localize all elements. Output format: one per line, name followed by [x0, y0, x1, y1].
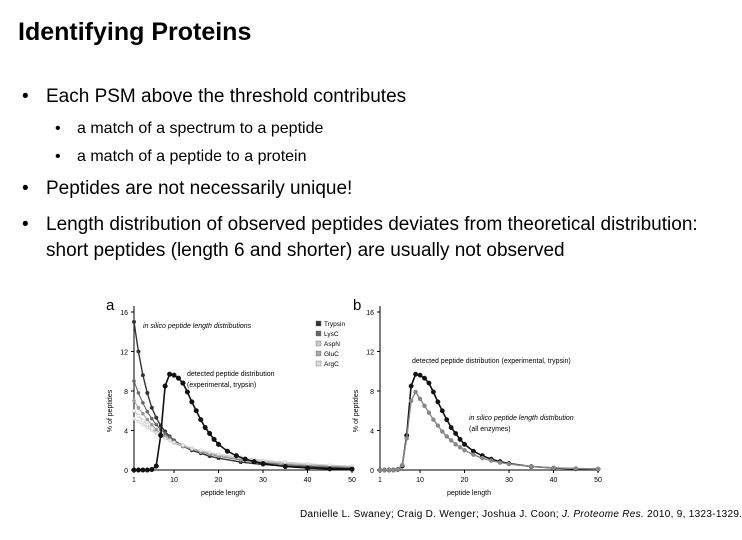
- y-axis-label: % of peptides: [353, 389, 360, 433]
- data-point: [149, 467, 154, 472]
- x-tick-label: 20: [460, 477, 469, 484]
- x-tick-label: 1: [132, 477, 136, 484]
- data-point: [132, 399, 135, 402]
- data-point: [150, 406, 154, 410]
- legend-label: AspN: [324, 341, 340, 348]
- data-point: [400, 463, 404, 467]
- peptide-length-figure: [100, 292, 620, 507]
- data-point: [141, 468, 146, 473]
- y-tick-label: 8: [370, 389, 374, 396]
- x-tick-label: 30: [259, 477, 267, 484]
- data-point: [327, 467, 332, 472]
- x-tick-label: 40: [549, 477, 558, 484]
- data-point: [387, 468, 391, 472]
- data-point: [164, 437, 167, 440]
- data-point: [427, 411, 431, 415]
- x-tick-label: 50: [348, 477, 356, 484]
- y-tick-label: 16: [366, 310, 374, 317]
- bullet-dot: •: [55, 120, 61, 137]
- data-point: [150, 417, 153, 420]
- chart-annotation: (all enzymes): [469, 426, 511, 433]
- data-point: [150, 429, 153, 432]
- data-point: [463, 448, 467, 452]
- data-point: [427, 381, 431, 385]
- data-point: [436, 424, 440, 428]
- data-point: [208, 451, 211, 454]
- data-point: [155, 432, 158, 435]
- legend-swatch: [316, 341, 321, 346]
- data-point: [449, 425, 453, 429]
- x-tick-label: 10: [416, 477, 424, 484]
- data-point: [137, 414, 140, 417]
- data-point: [150, 423, 153, 426]
- bullet-dot: •: [22, 178, 29, 199]
- data-point: [418, 397, 422, 401]
- data-point: [225, 449, 230, 454]
- data-point: [283, 464, 288, 469]
- data-point: [136, 468, 141, 473]
- data-point: [462, 442, 466, 446]
- data-point: [185, 390, 190, 395]
- data-point: [458, 437, 462, 441]
- citation: [300, 509, 742, 520]
- data-point: [190, 400, 195, 405]
- data-point: [137, 391, 140, 394]
- data-point: [141, 419, 144, 422]
- data-point: [284, 461, 287, 464]
- series-line: [380, 374, 598, 470]
- chart-annotation: detected peptide distribution (experimental, trypsin): [412, 358, 571, 365]
- data-point: [414, 390, 418, 394]
- data-point: [155, 423, 158, 426]
- data-point: [132, 468, 137, 473]
- citation-authors: Danielle L. Swaney; Craig D. Wenger; Joshua J. Coon;: [300, 509, 559, 520]
- legend-swatch: [316, 321, 321, 326]
- y-tick-label: 16: [120, 310, 128, 317]
- legend-label: ArgC: [324, 361, 339, 368]
- legend-swatch: [316, 361, 321, 366]
- data-point: [176, 376, 181, 381]
- data-point: [261, 461, 266, 466]
- y-tick-label: 12: [366, 349, 374, 357]
- y-tick-label: 4: [370, 428, 374, 436]
- data-point: [422, 404, 426, 408]
- data-point: [409, 384, 413, 388]
- data-point: [181, 444, 184, 447]
- y-tick-label: 0: [370, 468, 374, 475]
- x-tick-label: 40: [303, 477, 312, 484]
- data-point: [243, 457, 248, 462]
- data-point: [396, 468, 400, 472]
- panel-label: b: [353, 297, 362, 314]
- panel-label: a: [106, 297, 115, 314]
- chart-panel-b: [353, 297, 602, 497]
- data-point: [137, 350, 141, 354]
- chart-annotation: in silico peptide length distributions: [143, 323, 252, 330]
- bullet-text: Each PSM above the threshold contributes: [46, 86, 407, 107]
- data-point: [306, 462, 309, 465]
- data-point: [458, 445, 462, 449]
- data-point: [413, 372, 417, 376]
- data-point: [431, 418, 435, 422]
- data-point: [405, 436, 409, 440]
- data-point: [480, 456, 484, 460]
- data-point: [507, 462, 511, 466]
- x-tick-label: 1: [378, 477, 382, 484]
- data-point: [305, 466, 310, 471]
- data-point: [132, 320, 136, 324]
- data-point: [132, 409, 135, 412]
- bullet-dot: •: [22, 214, 29, 235]
- bullet-text: Length distribution of observed peptides deviates from theoretical distribution: short peptides (length 6 and shorter) are usually not observed: [46, 214, 698, 261]
- bullet-text: Peptides are not necessarily unique!: [46, 178, 353, 199]
- data-point: [172, 373, 177, 378]
- data-point: [141, 423, 144, 426]
- y-tick-label: 12: [120, 349, 128, 357]
- data-point: [207, 431, 212, 436]
- data-point: [234, 453, 239, 458]
- legend-label: GluC: [324, 351, 339, 358]
- slide-title: Identifying Proteins: [18, 18, 252, 46]
- data-point: [167, 372, 172, 377]
- data-point: [217, 453, 220, 456]
- chart-annotation: (experimental, trypsin): [187, 382, 257, 389]
- data-point: [155, 428, 158, 431]
- data-point: [133, 417, 136, 420]
- chart-panel-a: [106, 297, 356, 497]
- data-point: [141, 401, 144, 404]
- data-point: [146, 418, 149, 421]
- data-point: [203, 425, 208, 430]
- data-point: [378, 468, 382, 472]
- data-point: [168, 439, 171, 442]
- data-point: [154, 464, 159, 469]
- data-point: [158, 433, 163, 438]
- data-point: [146, 391, 150, 395]
- data-point: [328, 464, 331, 467]
- legend-swatch: [316, 331, 321, 336]
- data-point: [216, 442, 221, 447]
- citation-details: 2010, 9, 1323-1329.: [647, 509, 742, 520]
- data-point: [137, 406, 140, 409]
- x-tick-label: 20: [214, 477, 223, 484]
- legend-label: LysC: [324, 331, 339, 338]
- data-point: [445, 434, 449, 438]
- y-tick-label: 0: [124, 468, 128, 475]
- data-point: [391, 468, 395, 472]
- x-tick-label: 30: [505, 477, 513, 484]
- data-point: [181, 381, 186, 386]
- data-point: [154, 416, 158, 420]
- y-axis-label: % of peptides: [107, 389, 114, 433]
- data-point: [431, 390, 435, 394]
- data-point: [382, 468, 386, 472]
- data-point: [471, 453, 475, 457]
- data-point: [146, 410, 149, 413]
- legend-swatch: [316, 351, 321, 356]
- data-point: [454, 442, 458, 446]
- data-point: [194, 408, 199, 413]
- series-line: [134, 381, 352, 467]
- data-point: [574, 467, 578, 471]
- data-point: [422, 376, 426, 380]
- data-point: [436, 400, 440, 404]
- data-point: [440, 429, 444, 433]
- x-tick-label: 10: [170, 477, 178, 484]
- data-point: [198, 417, 203, 422]
- data-point: [137, 420, 140, 423]
- chart-annotation: detected peptide distribution: [187, 371, 275, 378]
- subbullet-text: a match of a peptide to a protein: [77, 148, 307, 165]
- data-point: [132, 380, 135, 383]
- data-point: [145, 468, 150, 473]
- data-point: [173, 441, 176, 444]
- x-axis-label: peptide length: [201, 490, 245, 497]
- bullet-dot: •: [55, 148, 61, 165]
- data-point: [418, 373, 422, 377]
- data-point: [445, 417, 449, 421]
- data-point: [350, 467, 355, 472]
- data-point: [449, 438, 453, 442]
- data-point: [552, 466, 556, 470]
- data-point: [440, 409, 444, 413]
- data-point: [529, 465, 533, 469]
- data-point: [212, 437, 217, 442]
- subbullet-text: a match of a spectrum to a peptide: [77, 120, 324, 137]
- data-point: [199, 449, 202, 452]
- citation-journal: J. Proteome Res.: [561, 509, 645, 520]
- y-tick-label: 8: [124, 389, 128, 396]
- chart-annotation: in silico peptide length distribution: [469, 415, 574, 422]
- data-point: [453, 431, 457, 435]
- data-point: [409, 399, 413, 403]
- bullet-dot: •: [22, 86, 29, 107]
- legend-label: Trypsin: [324, 321, 346, 328]
- data-point: [190, 447, 193, 450]
- x-tick-label: 50: [594, 477, 602, 484]
- data-point: [141, 412, 144, 415]
- data-point: [596, 467, 600, 471]
- x-axis-label: peptide length: [447, 490, 491, 497]
- data-point: [146, 423, 149, 426]
- data-point: [146, 426, 149, 429]
- data-point: [489, 459, 493, 463]
- y-tick-label: 4: [124, 428, 128, 436]
- data-point: [163, 384, 168, 389]
- data-point: [498, 461, 502, 465]
- data-point: [141, 373, 145, 377]
- data-point: [252, 459, 257, 464]
